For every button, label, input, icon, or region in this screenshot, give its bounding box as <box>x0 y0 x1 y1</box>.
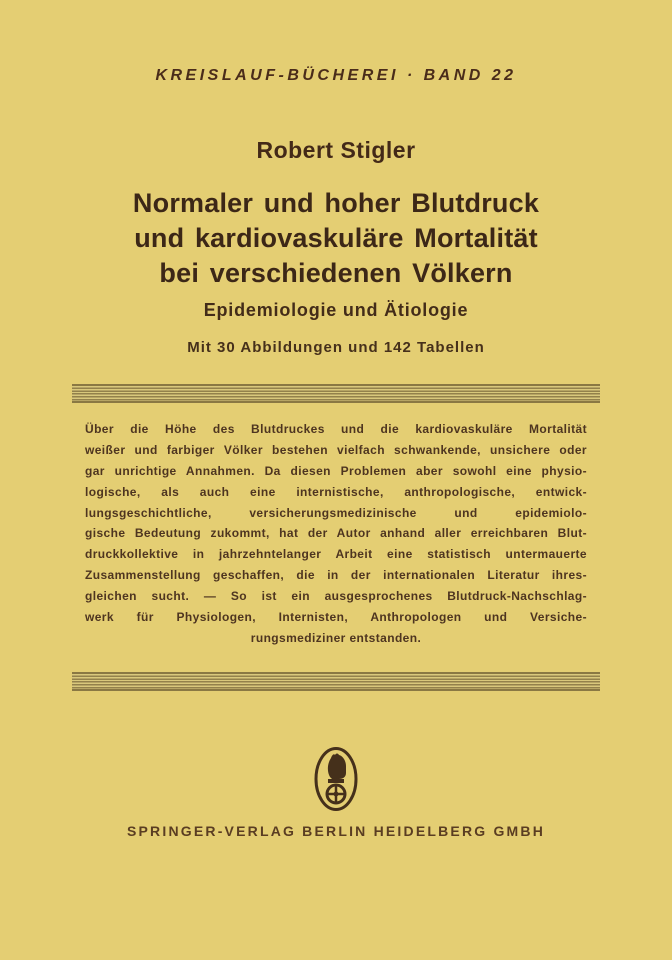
book-title-line: bei verschiedenen Völkern <box>159 258 513 288</box>
blurb-paragraph-line: Zusammenstellung geschaffen, die in der internationalen Literatur ihres- <box>85 568 587 583</box>
blurb-paragraph-line: weißer und farbiger Völker bestehen vielfach schwankende, unsichere oder <box>85 442 587 457</box>
blurb-paragraph-line: Über die Höhe des Blutdruckes und die kardiovaskuläre Mortalität <box>85 422 587 436</box>
illustrations-note: Mit 30 Abbildungen und 142 Tabellen <box>187 339 485 356</box>
author-name: Robert Stigler <box>256 137 416 163</box>
blurb-paragraph-line: logische, als auch eine internistische, anthropologische, entwick- <box>85 484 587 499</box>
blurb-paragraph-line: lungsgeschichtliche, versicherungsmedizinische und epidemiolo- <box>85 505 587 520</box>
springer-knight-icon <box>313 746 359 812</box>
blurb-paragraph-line: rungsmediziner entstanden. <box>250 630 422 645</box>
series-title: KREISLAUF-BÜCHEREI · BAND 22 <box>155 67 517 84</box>
blurb-paragraph-line: werk für Physiologen, Internisten, Anthropologen und Versiche- <box>85 610 587 625</box>
book-title-line: und kardiovaskuläre Mortalität <box>134 223 538 253</box>
blurb-paragraph-line: druckkollektive in jahrzehntelanger Arbeit eine statistisch untermauerte <box>85 547 587 562</box>
publisher-imprint: SPRINGER-VERLAG BERLIN HEIDELBERG GMBH <box>126 823 546 839</box>
decorative-rule-top <box>72 384 600 403</box>
book-title-line: Normaler und hoher Blutdruck <box>132 188 540 218</box>
blurb-paragraph-line: gische Bedeutung zukommt, hat der Autor anhand aller erreichbaren Blut- <box>85 526 587 541</box>
decorative-rule-bottom <box>72 672 600 691</box>
subtitle: Epidemiologie und Ätiologie <box>203 300 469 320</box>
blurb-paragraph <box>85 422 587 652</box>
publisher-logo <box>0 746 672 817</box>
book-title <box>0 186 672 291</box>
blurb-paragraph-line: gar unrichtige Annahmen. Da diesen Problemen aber sowohl eine physio- <box>85 463 587 478</box>
blurb-paragraph-line: gleichen sucht. — So ist ein ausgesprochenes Blutdruck-Nachschlag- <box>85 589 587 604</box>
